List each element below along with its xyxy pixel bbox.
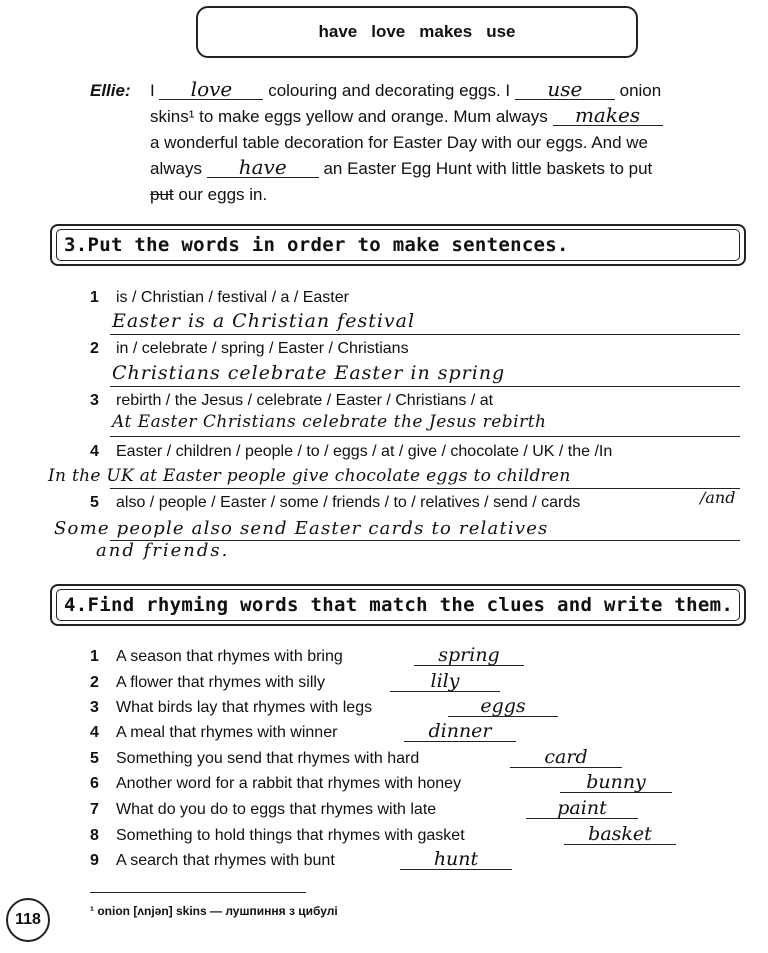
text: colouring and decorating eggs. I [268,81,511,100]
page-number: 118 [6,898,50,942]
text: skins¹ to make eggs yellow and orange. Mum always [150,107,548,126]
clue: A meal that rhymes with winner [116,724,338,741]
ellie-line-4 [150,156,652,182]
item-prompt: also / people / Easter / some / friends / to / relatives / send / cards [116,494,581,511]
item-number: 3 [90,699,99,716]
answer-blank: eggs [448,696,558,717]
answer-blank: lily [390,671,500,692]
answer-line [110,488,740,489]
filled-blank: use [515,79,615,100]
item-number: 8 [90,827,99,844]
footnote: ¹ onion [ʌnjən] skins — лушпиння з цибулі [90,904,338,918]
item-prompt: is / Christian / festival / a / Easter [116,289,349,306]
answer-line [110,436,740,437]
item-extra: /and [700,488,736,507]
item-number: 2 [90,674,99,691]
answer-blank: spring [414,645,524,666]
item-number: 1 [90,648,99,665]
answer-blank: basket [564,824,676,845]
clue: Something you send that rhymes with hard [116,750,420,767]
footnote-rule [90,892,306,893]
ellie-line-3: a wonderful table decoration for Easter Day with our eggs. And we [150,133,649,152]
item-prompt: Easter / children / people / to / eggs / at / give / chocolate / UK / the /In [116,443,613,460]
answer-blank: paint [526,798,638,819]
word-box-word: use [486,22,516,41]
answer-blank: card [510,747,622,768]
item-answer: Some people also send Easter cards to relatives [54,518,549,539]
text: our eggs in. [178,185,268,204]
text: always [150,159,202,178]
struck-word: put [150,185,174,204]
word-box-word: have [318,22,358,41]
filled-blank: makes [553,105,663,126]
item-answer: In the UK at Easter people give chocolate eggs to children [48,466,571,486]
answer-line [110,334,740,335]
text: onion [619,81,662,100]
section-4-title: 4.Find rhyming words that match the clues and write them. [64,594,734,616]
item-number: 4 [90,724,99,741]
clue: A season that rhymes with bring [116,648,343,665]
item-number: 6 [90,775,99,792]
item-number: 4 [90,443,99,460]
clue: Another word for a rabbit that rhymes with honey [116,775,462,792]
item-number: 9 [90,852,99,869]
word-box-word: makes [419,22,473,41]
ellie-line-1 [150,78,661,104]
clue: A flower that rhymes with silly [116,674,325,691]
section-3-title: 3.Put the words in order to make sentences. [64,234,569,256]
ellie-line-5 [150,182,267,208]
filled-blank: love [159,79,263,100]
clue: What birds lay that rhymes with legs [116,699,373,716]
item-answer-cont: and friends. [96,540,230,561]
clue: What do you do to eggs that rhymes with late [116,801,437,818]
word-box-word: love [371,22,406,41]
item-prompt: in / celebrate / spring / Easter / Christians [116,340,409,357]
item-number: 5 [90,494,99,511]
section-4-heading [50,584,746,626]
answer-blank: bunny [560,772,672,793]
speaker-label: Ellie: [90,81,131,100]
item-number: 2 [90,340,99,357]
item-answer: At Easter Christians celebrate the Jesus rebirth [112,412,547,432]
item-answer: Christians celebrate Easter in spring [112,362,506,384]
answer-blank: hunt [400,849,512,870]
item-answer: Easter is a Christian festival [112,310,416,332]
item-prompt: rebirth / the Jesus / celebrate / Easter / Christians / at [116,392,494,409]
clue: A search that rhymes with bunt [116,852,335,869]
ellie-line-2 [150,104,663,130]
item-number: 3 [90,392,99,409]
filled-blank: have [207,157,319,178]
item-number: 5 [90,750,99,767]
item-number: 1 [90,289,99,306]
text: I [150,81,155,100]
answer-blank: dinner [404,721,516,742]
answer-line [110,386,740,387]
item-number: 7 [90,801,99,818]
clue: Something to hold things that rhymes with gasket [116,827,465,844]
text: an Easter Egg Hunt with little baskets to put [323,159,653,178]
section-3-heading [50,224,746,266]
word-box [196,6,638,58]
